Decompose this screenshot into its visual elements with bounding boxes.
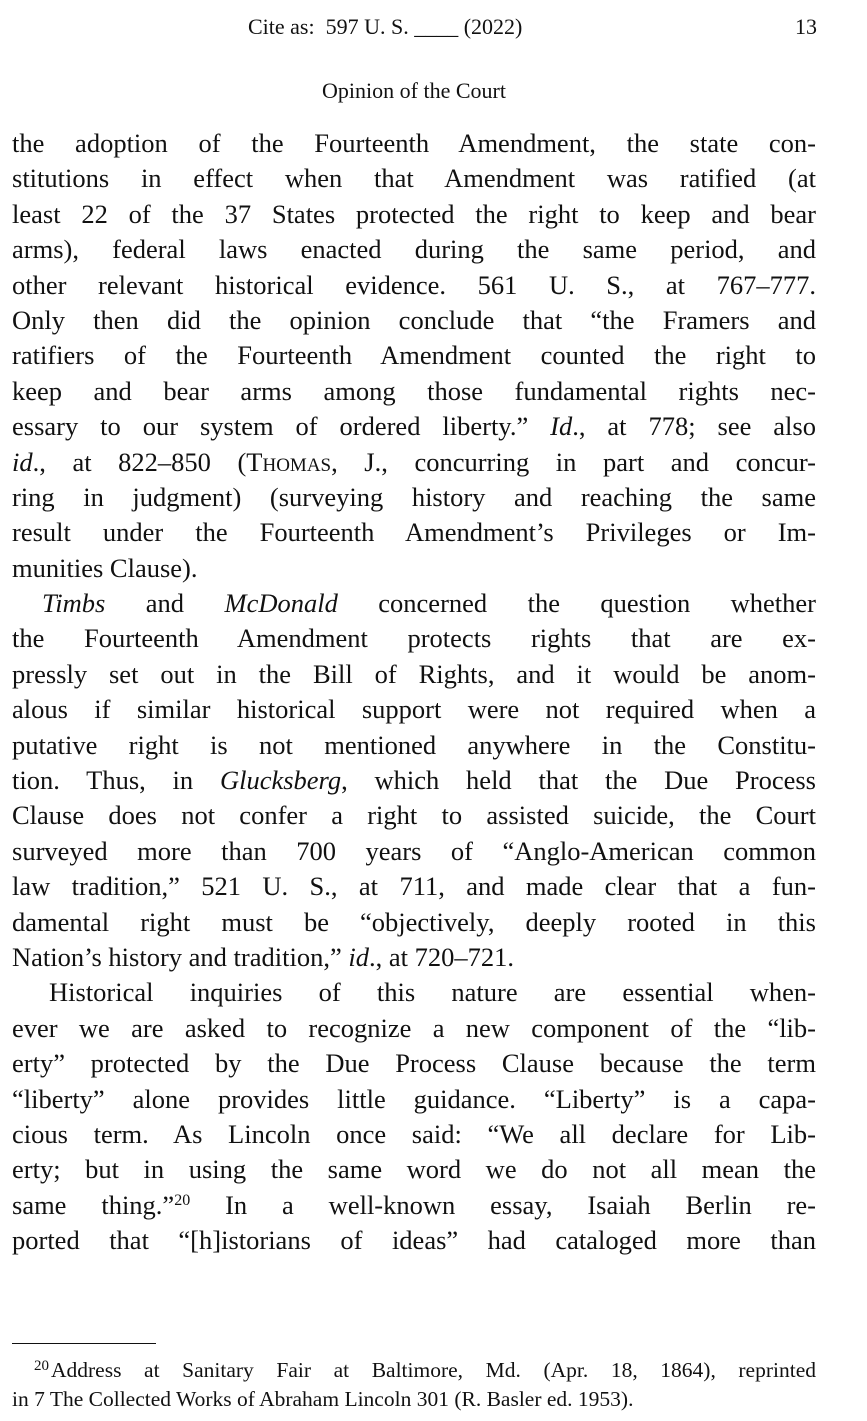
text-run: , which held that the Due Process (341, 765, 816, 796)
paragraph-3 (12, 975, 816, 1258)
text-line: the Fourteenth Amendment protects rights that are ex- (12, 623, 816, 654)
text-line: least 22 of the 37 States protected the right to keep and bear (12, 198, 816, 229)
paragraph-1 (12, 126, 816, 586)
text-line: ring in judgment) (surveying history and reaching the same (12, 481, 816, 512)
case-cite-italic: id (348, 941, 369, 972)
text-line (12, 763, 816, 798)
text-line: cious term. As Lincoln once said: “We all declare for Lib- (12, 1118, 816, 1149)
case-name-italic: Glucksberg (219, 765, 342, 796)
text-line: putative right is not mentioned anywhere in the Constitu- (12, 729, 816, 760)
text-run: ., at 822–850 ( (32, 446, 247, 477)
text-line: other relevant historical evidence. 561 U. S., at 767–777. (12, 269, 816, 300)
text-line: arms), federal laws enacted during the same period, and (12, 234, 816, 265)
text-line: keep and bear arms among those fundamental rights nec- (12, 375, 816, 406)
text-run: Address at Sanitary Fair at Baltimore, Md. (Apr. 18, 1864), reprinted (51, 1358, 816, 1382)
text-line (12, 409, 816, 444)
text-run: same thing.” (12, 1189, 175, 1220)
justice-name: Thomas (246, 446, 332, 477)
text-run: tion. Thus, in (12, 765, 220, 796)
footnote-marker: 20 (34, 1358, 49, 1374)
footnote-reference[interactable]: 20 (174, 1191, 191, 1209)
text-line: erty” protected by the Due Process Clause because the term (12, 1048, 816, 1079)
footnote (12, 1356, 816, 1413)
case-name-italic: McDonald (224, 588, 338, 619)
text-line (12, 1188, 816, 1223)
text-line: law tradition,” 521 U. S., at 711, and made clear that a fun- (12, 871, 816, 902)
running-header (0, 12, 867, 42)
text-line: surveyed more than 700 years of “Anglo-American common (12, 835, 816, 866)
opinion-body (12, 126, 816, 1259)
citation-header: Cite as: 597 U. S. ____ (2022) (248, 14, 523, 39)
text-run: essary to our system of ordered liberty.” (12, 411, 551, 442)
text-run: , J., concurring in part and concur- (331, 446, 816, 477)
text-line: Clause does not confer a right to assisted suicide, the Court (12, 800, 816, 831)
text-line: ever we are asked to recognize a new component of the “lib- (12, 1012, 816, 1043)
text-run: Nation’s history and tradition,” (12, 941, 349, 972)
text-line (12, 940, 816, 975)
text-line: “liberty” alone provides little guidance. “Liberty” is a capa- (12, 1083, 816, 1114)
text-line: damental right must be “objectively, deeply rooted in this (12, 906, 816, 937)
footnote-line: in 7 The Collected Works of Abraham Lincoln 301 (R. Basler ed. 1953). (12, 1386, 634, 1411)
footnote-line (12, 1356, 816, 1385)
text-line: Only then did the opinion conclude that “the Framers and (12, 304, 816, 335)
text-line: munities Clause). (12, 552, 198, 583)
case-cite-italic: Id (550, 411, 573, 442)
text-line: Historical inquiries of this nature are essential when- (49, 977, 816, 1008)
footnote-divider (12, 1343, 156, 1344)
text-run: In a well-known essay, Isaiah Berlin re- (190, 1189, 817, 1220)
text-run: ., at 720–721. (368, 941, 514, 972)
text-run: ., at 778; see also (572, 411, 816, 442)
text-line: erty; but in using the same word we do not all mean the (12, 1154, 816, 1185)
text-line (12, 445, 816, 480)
text-line: ported that “[h]istorians of ideas” had cataloged more than (12, 1225, 816, 1256)
text-line: the adoption of the Fourteenth Amendment, the state con- (12, 128, 816, 158)
case-cite-italic: id (12, 446, 33, 477)
text-line: stitutions in effect when that Amendment was ratified (at (12, 163, 816, 194)
text-line: pressly set out in the Bill of Rights, and it would be anom- (12, 658, 816, 689)
text-run: and (105, 588, 225, 619)
text-line: result under the Fourteenth Amendment’s Privileges or Im- (12, 517, 816, 548)
text-line: alous if similar historical support were not required when a (12, 694, 816, 725)
text-line: ratifiers of the Fourteenth Amendment counted the right to (12, 340, 816, 371)
paragraph-2 (12, 586, 816, 975)
text-run: concerned the question whether (337, 588, 816, 619)
case-name-italic: Timbs (42, 588, 106, 619)
page-number: 13 (795, 14, 817, 39)
opinion-label: Opinion of the Court (322, 78, 506, 103)
text-line (12, 586, 816, 621)
